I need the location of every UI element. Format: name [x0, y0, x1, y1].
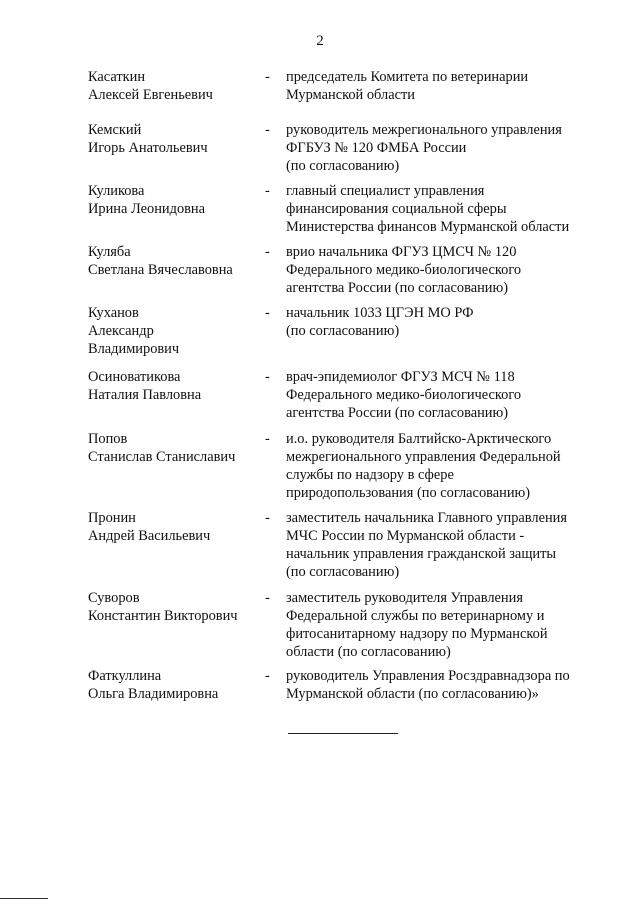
member-role-line: главный специалист управления	[286, 183, 485, 199]
member-role-line: природопользования (по согласованию)	[286, 485, 531, 501]
member-name	[88, 121, 258, 157]
dash-separator: -	[265, 122, 270, 138]
member-name-line: Куликова	[88, 183, 145, 199]
member-role-line: фитосанитарному надзору по Мурманской	[286, 626, 548, 642]
member-role-line: области (по согласованию)	[286, 644, 451, 660]
member-role	[286, 368, 606, 422]
member-role-line: начальник 1033 ЦГЭН МО РФ	[286, 305, 474, 321]
member-role	[286, 182, 606, 236]
member-name-line: Кемский	[88, 122, 142, 138]
member-role-line: руководитель Управления Росздравнадзора по	[286, 668, 570, 684]
member-name-line: Попов	[88, 431, 128, 447]
member-role-line: врио начальника ФГУЗ ЦМСЧ № 120	[286, 244, 517, 260]
member-role-line: председатель Комитета по ветеринарии	[286, 69, 529, 85]
member-name	[88, 304, 258, 358]
member-role	[286, 243, 606, 297]
member-role	[286, 68, 606, 104]
member-name-line: Светлана Вячеславовна	[88, 262, 233, 278]
member-role-line: заместитель руководителя Управления	[286, 590, 523, 606]
member-role-line: Федерального медико-биологического	[286, 262, 522, 278]
member-role	[286, 121, 606, 175]
dash-separator: -	[265, 590, 270, 606]
member-name-line: Алексей Евгеньевич	[88, 87, 213, 103]
member-name-line: Суворов	[88, 590, 140, 606]
member-role-line: службы по надзору в сфере	[286, 467, 454, 483]
member-name-line: Константин Викторович	[88, 608, 238, 624]
member-role-line: Мурманской области	[286, 87, 415, 103]
member-role-line: заместитель начальника Главного управления	[286, 510, 567, 526]
member-name-line: Игорь Анатольевич	[88, 140, 208, 156]
member-name-line: Осиноватикова	[88, 369, 181, 385]
dash-separator: -	[265, 510, 270, 526]
dash-separator: -	[265, 244, 270, 260]
member-name-line: Ирина Леонидовна	[88, 201, 206, 217]
member-name	[88, 243, 258, 279]
dash-separator: -	[265, 183, 270, 199]
member-role	[286, 430, 606, 502]
member-name-line: Александр	[88, 323, 154, 339]
member-role-line: Мурманской области (по согласованию)»	[286, 686, 539, 702]
member-role-line: и.о. руководителя Балтийско-Арктического	[286, 431, 552, 447]
member-name	[88, 509, 258, 545]
dash-separator: -	[265, 369, 270, 385]
member-role	[286, 667, 606, 703]
end-rule	[288, 733, 398, 734]
member-name	[88, 368, 258, 404]
member-role-line: (по согласованию)	[286, 564, 400, 580]
member-name-line: Пронин	[88, 510, 136, 526]
corner-mark	[0, 898, 48, 899]
member-name-line: Куляба	[88, 244, 131, 260]
member-role-line: начальник управления гражданской защиты	[286, 546, 557, 562]
member-name	[88, 430, 258, 466]
member-name	[88, 68, 258, 104]
member-name-line: Владимирович	[88, 341, 180, 357]
member-name-line: Станислав Станиславич	[88, 449, 236, 465]
member-role-line: (по согласованию)	[286, 158, 400, 174]
member-role-line: руководитель межрегионального управления	[286, 122, 562, 138]
page-number: 2	[316, 33, 324, 49]
member-role-line: Министерства финансов Мурманской области	[286, 219, 570, 235]
member-name-line: Наталия Павловна	[88, 387, 202, 403]
member-name-line: Ольга Владимировна	[88, 686, 219, 702]
member-role	[286, 589, 606, 661]
member-name	[88, 589, 258, 625]
dash-separator: -	[265, 668, 270, 684]
dash-separator: -	[265, 305, 270, 321]
member-role-line: финансирования социальной сферы	[286, 201, 507, 217]
member-name-line: Фаткуллина	[88, 668, 162, 684]
member-role	[286, 304, 606, 340]
member-role-line: Федеральной службы по ветеринарному и	[286, 608, 545, 624]
member-role-line: агентства России (по согласованию)	[286, 405, 509, 421]
dash-separator: -	[265, 69, 270, 85]
member-name	[88, 667, 258, 703]
member-role-line: (по согласованию)	[286, 323, 400, 339]
member-name-line: Андрей Васильевич	[88, 528, 211, 544]
member-role-line: врач-эпидемиолог ФГУЗ МСЧ № 118	[286, 369, 515, 385]
member-role-line: ФГБУЗ № 120 ФМБА России	[286, 140, 467, 156]
member-role	[286, 509, 606, 581]
member-role-line: межрегионального управления Федеральной	[286, 449, 561, 465]
member-name-line: Куханов	[88, 305, 139, 321]
member-name-line: Касаткин	[88, 69, 146, 85]
dash-separator: -	[265, 431, 270, 447]
member-role-line: агентства России (по согласованию)	[286, 280, 509, 296]
member-name	[88, 182, 258, 218]
member-role-line: МЧС России по Мурманской области -	[286, 528, 525, 544]
member-role-line: Федерального медико-биологического	[286, 387, 522, 403]
